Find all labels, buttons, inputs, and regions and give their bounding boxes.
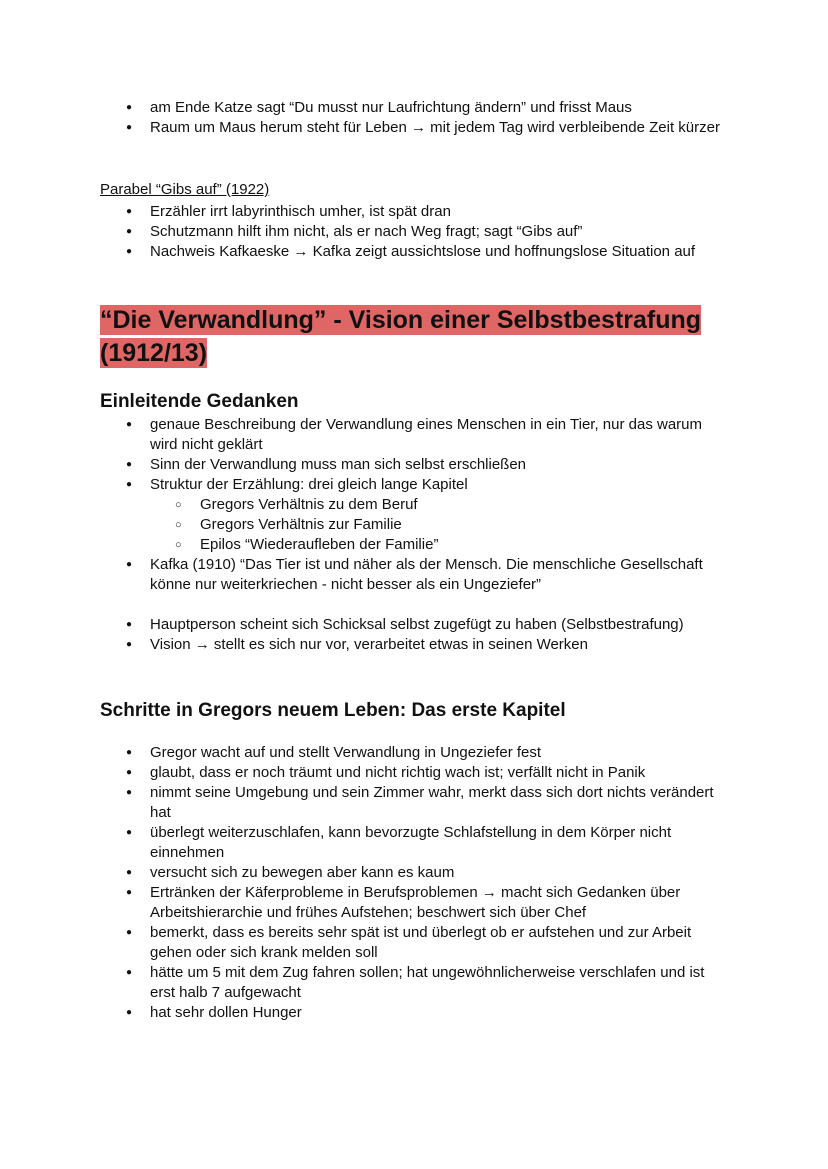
list-item: ● Vision → stellt es sich nur vor, verarbeitet etwas in seinen Werken <box>100 635 730 655</box>
main-title-text: “Die Verwandlung” - Vision einer Selbstbestrafung (1912/13) <box>100 306 702 367</box>
sub-list-item: ○ Gregors Verhältnis zur Familie <box>100 515 730 535</box>
parabel-title: Parabel “Gibs auf” (1922) <box>100 181 270 198</box>
list-item: ● bemerkt, dass es bereits sehr spät ist und überlegt ob er aufstehen und zur Arbeit gehen oder sich krank melden soll <box>100 923 730 963</box>
list-item: ● genaue Beschreibung der Verwandlung eines Menschen in ein Tier, nur das warum wird nicht geklärt <box>100 415 730 455</box>
list-item: ● glaubt, dass er noch träumt und nicht richtig wach ist; verfällt nicht in Panik <box>100 763 730 783</box>
list-item: ● Sinn der Verwandlung muss man sich selbst erschließen <box>100 455 730 475</box>
bullet-list-einleitend <box>100 415 730 655</box>
list-item: ● Raum um Maus herum steht für Leben → mit jedem Tag wird verbleibende Zeit kürzer <box>100 118 730 138</box>
list-item: ● am Ende Katze sagt “Du musst nur Laufrichtung ändern” und frisst Maus <box>100 98 730 118</box>
list-item: ● Ertränken der Käferprobleme in Berufsproblemen → macht sich Gedanken über Arbeitshierarchie und frühes Aufstehen; beschwert sich über Chef <box>100 883 730 923</box>
list-item: ● hat sehr dollen Hunger <box>100 1003 730 1023</box>
list-item: ● Nachweis Kafkaeske → Kafka zeigt aussichtslose und hoffnungslose Situation auf <box>100 242 770 262</box>
spacer <box>100 595 730 615</box>
list-item: ● Hauptperson scheint sich Schicksal selbst zugefügt zu haben (Selbstbestrafung) <box>100 615 730 635</box>
bullet-list-schritte <box>100 743 730 1023</box>
heading-einleitende-gedanken: Einleitende Gedanken <box>100 391 299 412</box>
list-item: ● nimmt seine Umgebung und sein Zimmer wahr, merkt dass sich dort nichts verändert hat <box>100 783 730 823</box>
list-item: ● Schutzmann hilft ihm nicht, als er nach Weg fragt; sagt “Gibs auf” <box>100 222 730 242</box>
sub-list-item: ○ Gregors Verhältnis zu dem Beruf <box>100 495 730 515</box>
list-item: ● Kafka (1910) “Das Tier ist und näher als der Mensch. Die menschliche Gesellschaft könne nur weiterkriechen - nicht besser als ein Ungeziefer” <box>100 555 730 595</box>
bullet-list-top <box>100 98 730 138</box>
list-item: ● hätte um 5 mit dem Zug fahren sollen; hat ungewöhnlicherweise verschlafen und ist erst halb 7 aufgewacht <box>100 963 730 1003</box>
bullet-list-parabel <box>100 202 770 262</box>
heading-schritte: Schritte in Gregors neuem Leben: Das erste Kapitel <box>100 700 566 721</box>
list-item: ● versucht sich zu bewegen aber kann es kaum <box>100 863 730 883</box>
list-item: ● überlegt weiterzuschlafen, kann bevorzugte Schlafstellung in dem Körper nicht einnehmen <box>100 823 730 863</box>
main-title <box>100 304 720 370</box>
list-item: ● Struktur der Erzählung: drei gleich lange Kapitel <box>100 475 730 495</box>
list-item: ● Gregor wacht auf und stellt Verwandlung in Ungeziefer fest <box>100 743 730 763</box>
list-item: ● Erzähler irrt labyrinthisch umher, ist spät dran <box>100 202 730 222</box>
sub-list-item: ○ Epilos “Wiederaufleben der Familie” <box>100 535 730 555</box>
